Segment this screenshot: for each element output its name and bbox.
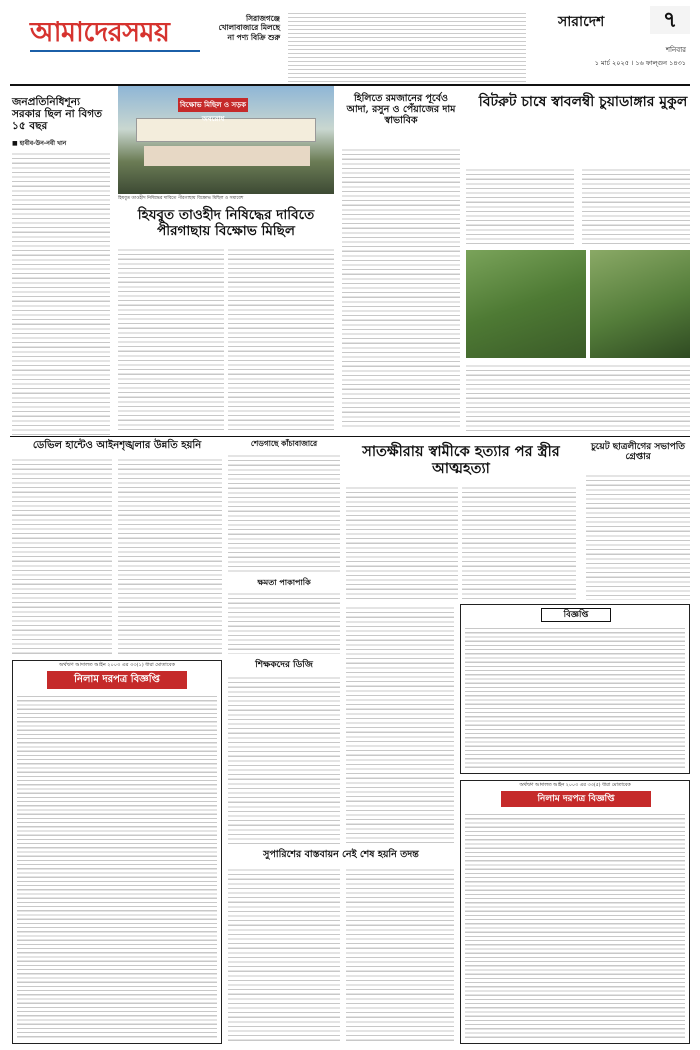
notice-3-body	[465, 811, 685, 1039]
section-name: সারাদেশ	[558, 14, 605, 30]
date-line: ১ মার্চ ২০২৫ । ১৬ ফাল্গুন ১৪৩১	[594, 59, 686, 67]
beet-photo-1	[466, 250, 586, 358]
notice-1	[12, 660, 222, 1044]
logo-underline	[30, 50, 200, 52]
kshama-headline: ক্ষমতা পাকাপাকি	[257, 577, 311, 587]
notice-3-title: নিলাম দরপত্র বিজ্ঞপ্তি	[501, 791, 651, 807]
kshama-body	[228, 590, 340, 654]
main-headline: হিযবুত তাওহীদ নিষিদ্ধের দাবিতে পীরগাছায় বিক্ষোভ মিছিল	[137, 207, 315, 239]
page-number: ৭	[650, 6, 690, 34]
left-story-headline: জনপ্রতিনিধিশূন্য সরকার ছিল না বিগত ১৫ বছর	[12, 96, 102, 133]
middle-col-continuation	[346, 604, 454, 844]
beet-headline-box	[466, 90, 690, 162]
main-story-col-1	[118, 246, 224, 432]
top-strip-text	[288, 10, 526, 82]
notice-2-title: বিজ্ঞপ্তি	[541, 608, 611, 622]
beet-headline: বিটরুট চাষে স্বাবলম্বী চুয়াডাঙ্গার মুকুল	[478, 94, 688, 110]
notice-3	[460, 780, 690, 1044]
satkhira-headline: সাতক্ষীরায় স্বামীকে হত্যার পর স্ত্রীর আত্মহত্যা	[362, 443, 560, 477]
devil-hunt-body-2	[118, 456, 222, 656]
notice-2	[460, 604, 690, 774]
notice-1-header: অর্থঋণ আদালত আইন ২০০৩ এর ৩৩(১) ধারা মোতাবেক	[58, 662, 176, 668]
photo-banner: বিক্ষোভ মিছিল ও সড়ক অবরোধ	[178, 98, 248, 112]
supari-body-2	[346, 866, 454, 1044]
shiksha-body	[228, 674, 340, 844]
main-story-col-2	[228, 246, 334, 432]
top-teaser: সিরাজগঞ্জে খোলাবাজারে মিলছে না পণ্য বিক্রি শুরু	[218, 14, 280, 42]
main-photo	[118, 86, 334, 194]
left-story-body	[12, 150, 110, 435]
beet-body-3	[466, 362, 690, 432]
section-divider	[10, 436, 690, 437]
beet-body-2	[582, 166, 690, 246]
beet-photo-2	[590, 250, 690, 358]
satkhira-body-1	[346, 484, 458, 600]
supari-body-1	[228, 866, 340, 1044]
weekday: শনিবার	[665, 46, 686, 54]
chhatra-headline: চুয়েট ছাত্রলীগের সভাপতি গ্রেপ্তার	[590, 442, 686, 463]
shed-body	[228, 452, 340, 574]
left-story-byline: ■ হাবীব-উন-নবী খান	[12, 140, 67, 147]
shiksha-headline: শিক্ষকদের ডিজি	[255, 660, 313, 670]
chhatra-body	[586, 472, 690, 600]
notice-2-body	[465, 625, 685, 771]
notice-3-header: অর্থঋণ আদালত আইন ২০০৩ এর ৩৩(৫) ধারা মোতাবেক	[519, 783, 631, 788]
notice-1-title: নিলাম দরপত্র বিজ্ঞপ্তি	[47, 671, 187, 689]
logo: আমাদেরসময়	[30, 17, 170, 48]
shed-headline: শেডগাছে কাঁচাবাজারে	[250, 439, 318, 448]
beet-body-1	[466, 166, 574, 246]
devil-hunt-body-1	[12, 456, 112, 656]
hili-body	[342, 146, 460, 430]
hili-headline: হিলিতে রমজানের পূর্বেও আদা, রসুন ও পেঁয়াজের দাম স্বাভাবিক	[346, 93, 456, 126]
masthead	[10, 6, 690, 86]
devil-hunt-headline: ডেভিল হান্টেও আইনশৃঙ্খলার উন্নতি হয়নি	[32, 440, 202, 451]
satkhira-body-2	[462, 484, 576, 600]
notice-1-body	[17, 693, 217, 1039]
main-photo-caption: হিযবুত তাওহীদ নিষিদ্ধের দাবিতে পীরগাছায় বিক্ষোভ মিছিল ও সমাবেশ	[118, 196, 244, 201]
supari-headline: সুপারিশের বাস্তবায়ন নেই শেষ হয়নি তদন্ত	[263, 849, 419, 860]
